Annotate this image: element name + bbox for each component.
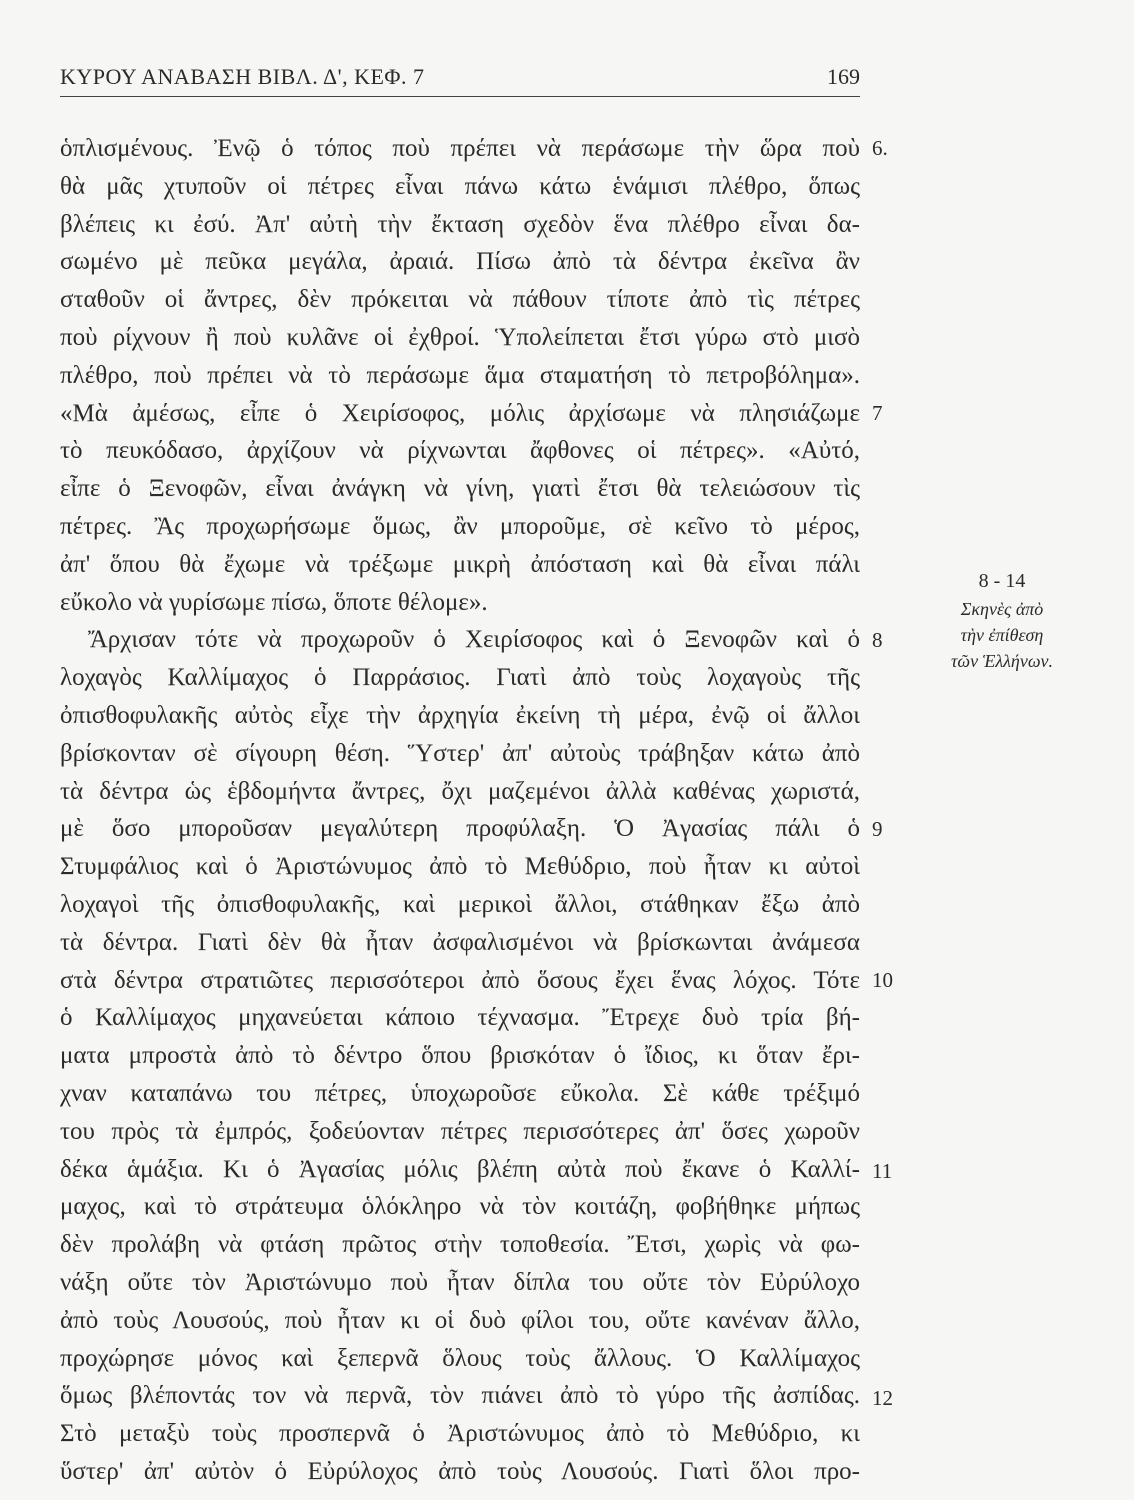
text-line: βρίσκονταν σὲ σίγουρη θέση. Ὕστερ' ἀπ' αὐτοὺς τράβηξαν κάτω ἀπὸ xyxy=(60,739,860,767)
text-line: νάξη οὔτε τὸν Ἀριστώνυμο ποὺ ἦταν δίπλα του οὔτε τὸν Εὐρύλοχο xyxy=(60,1268,860,1296)
text-line: λοχαγὸς Καλλίμαχος ὁ Παρράσιος. Γιατὶ ἀπὸ τοὺς λοχαγοὺς τῆς xyxy=(60,664,860,692)
text-line: ἀπὸ τοὺς Λουσούς, ποὺ ἦταν κι οἱ δυὸ φίλοι του, οὔτε κανέναν ἄλλο, xyxy=(60,1306,860,1334)
section-number-10: 10 xyxy=(872,968,893,992)
text-line: μὲ ὅσο μποροῦσαν μεγαλύτερη προφύλαξη. Ὁ Ἀγασίας πάλι ὁ xyxy=(60,815,860,843)
text-line: ὁ Καλλίμαχος μηχανεύεται κάποιο τέχνασμα. Ἔτρεχε δυὸ τρία βή- xyxy=(60,1004,860,1032)
text-line: θὰ μᾶς χτυποῦν οἱ πέτρες εἶναι πάνω κάτω ἑνάμισι πλέθρο, ὅπως xyxy=(60,172,860,200)
text-line: τὰ δέντρα. Γιατὶ δὲν θὰ ἦταν ἀσφαλισμένοι νὰ βρίσκωνται ἀνάμεσα xyxy=(60,928,860,956)
text-line: τὰ δέντρα ὡς ἑβδομήντα ἄντρες, ὄχι μαζεμένοι ἀλλὰ καθένας χωριστά, xyxy=(60,777,860,805)
text-line: βλέπεις κι ἐσύ. Ἀπ' αὐτὴ τὴν ἔκταση σχεδὸν ἕνα πλέθρο εἶναι δα- xyxy=(60,210,860,238)
text-line: ποὺ ρίχνουν ἢ ποὺ κυλᾶνε οἱ ἐχθροί. Ὑπολείπεται ἔτσι γύρω στὸ μισὸ xyxy=(60,323,860,351)
section-number-11: 11 xyxy=(872,1159,893,1183)
text-line: πλέθρο, ποὺ πρέπει νὰ τὸ περάσωμε ἅμα σταματήση τὸ πετροβόλημα». xyxy=(60,361,860,389)
margin-note xyxy=(912,566,1092,674)
text-line: ἀπ' ὅπου θὰ ἔχωμε νὰ τρέξωμε μικρὴ ἀπόσταση καὶ θὰ εἶναι πάλι xyxy=(60,550,860,578)
text-line: εὔκολο νὰ γυρίσωμε πίσω, ὅποτε θέλομε». xyxy=(60,588,488,616)
text-line: χναν καταπάνω του πέτρες, ὑποχωροῦσε εὔκολα. Σὲ κάθε τρέξιμό xyxy=(60,1079,860,1107)
text-line: σωμένο μὲ πεῦκα μεγάλα, ἀραιά. Πίσω ἀπὸ τὰ δέντρα ἐκεῖνα ἂν xyxy=(60,248,860,276)
running-header xyxy=(60,62,860,97)
text-line: λοχαγοὶ τῆς ὀπισθοφυλακῆς, καὶ μερικοὶ ἄλλοι, στάθηκαν ἔξω ἀπὸ xyxy=(60,890,860,918)
margin-note-range: 8 - 14 xyxy=(978,570,1026,592)
text-line: ὕστερ' ἀπ' αὐτὸν ὁ Εὐρύλοχος ἀπὸ τοὺς Λουσούς. Γιατὶ ὅλοι προ- xyxy=(60,1457,860,1485)
margin-note-line: Σκηνὲς ἀπὸ xyxy=(960,599,1044,619)
page-number: 169 xyxy=(827,64,860,89)
text-line: Στυμφάλιος καὶ ὁ Ἀριστώνυμος ἀπὸ τὸ Μεθύδριο, ποὺ ἦταν κι αὐτοὶ xyxy=(60,853,860,881)
text-line: προχώρησε μόνος καὶ ξεπερνᾶ ὅλους τοὺς ἄλλους. Ὁ Καλλίμαχος xyxy=(60,1344,860,1372)
text-line: μαχος, καὶ τὸ στράτευμα ὁλόκληρο νὰ τὸν κοιτάζη, φοβήθηκε μήπως xyxy=(60,1193,860,1221)
text-line: ματα μπροστὰ ἀπὸ τὸ δέντρο ὅπου βρισκόταν ὁ ἴδιος, κι ὅταν ἔρι- xyxy=(60,1042,860,1070)
text-line: Στὸ μεταξὺ τοὺς προσπερνᾶ ὁ Ἀριστώνυμος ἀπὸ τὸ Μεθύδριο, κι xyxy=(60,1420,860,1448)
text-line: «Μὰ ἀμέσως, εἶπε ὁ Χειρίσοφος, μόλις ἀρχίσωμε νὰ πλησιάζωμε xyxy=(60,399,860,427)
section-number-12: 12 xyxy=(872,1386,893,1410)
text-line: πέτρες. Ἂς προχωρήσωμε ὅμως, ἂν μποροῦμε, σὲ κεῖνο τὸ μέρος, xyxy=(60,512,860,540)
text-line: ὁπλισμένους. Ἐνῷ ὁ τόπος ποὺ πρέπει νὰ περάσωμε τὴν ὥρα ποὺ xyxy=(60,135,860,162)
text-line: ὅμως βλέποντάς τον νὰ περνᾶ, τὸν πιάνει ἀπὸ τὸ γύρο τῆς ἀσπίδας. xyxy=(60,1382,860,1410)
text-line: στὰ δέντρα στρατιῶτες περισσότεροι ἀπὸ ὅσους ἔχει ἕνας λόχος. Τότε xyxy=(60,966,860,994)
text-line: τὸ πευκόδασο, ἀρχίζουν νὰ ρίχνωνται ἄφθονες οἱ πέτρες». «Αὐτό, xyxy=(60,437,860,465)
text-line: ὀπισθοφυλακῆς αὐτὸς εἶχε τὴν ἀρχηγία ἐκείνη τὴ μέρα, ἐνῷ οἱ ἄλλοι xyxy=(60,701,860,729)
body-text xyxy=(60,130,860,1491)
section-number-9: 9 xyxy=(872,817,883,841)
section-number-8: 8 xyxy=(872,628,883,652)
header-title: ΚΥΡΟΥ ΑΝΑΒΑΣΗ ΒΙΒΛ. Δ', ΚΕΦ. 7 xyxy=(60,64,425,89)
text-line: δέκα ἁμάξια. Κι ὁ Ἀγασίας μόλις βλέπη αὐτὰ ποὺ ἔκανε ὁ Καλλί- xyxy=(60,1155,860,1183)
text-line: του πρὸς τὰ ἐμπρός, ξοδεύονταν πέτρες περισσότερες ἀπ' ὅσες χωροῦν xyxy=(60,1117,860,1145)
margin-note-line: τῶν Ἑλλήνων. xyxy=(950,651,1054,671)
text-line: Ἄρχισαν τότε νὰ προχωροῦν ὁ Χειρίσοφος καὶ ὁ Ξενοφῶν καὶ ὁ xyxy=(88,626,860,654)
section-number-6: 6. xyxy=(872,136,888,160)
text-line: σταθοῦν οἱ ἄντρες, δὲν πρόκειται νὰ πάθουν τίποτε ἀπὸ τὶς πέτρες xyxy=(60,286,860,314)
margin-note-line: τὴν ἐπίθεση xyxy=(960,625,1044,645)
section-number-7: 7 xyxy=(872,401,883,425)
text-line: εἶπε ὁ Ξενοφῶν, εἶναι ἀνάγκη νὰ γίνη, γιατὶ ἔτσι θὰ τελειώσουν τὶς xyxy=(60,475,860,503)
text-line: δὲν προλάβη νὰ φτάση πρῶτος στὴν τοποθεσία. Ἔτσι, χωρὶς νὰ φω- xyxy=(60,1231,860,1259)
